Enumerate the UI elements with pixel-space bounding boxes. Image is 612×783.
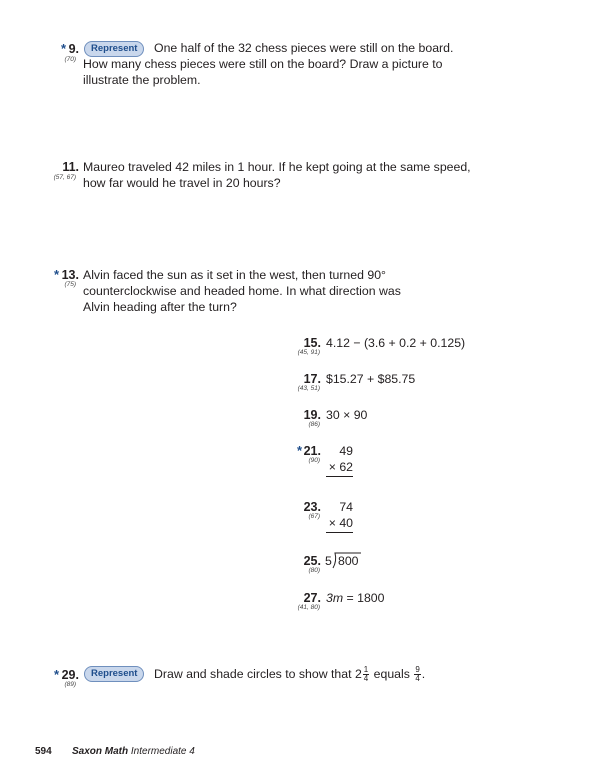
fraction-denominator: 4	[363, 674, 369, 684]
answer-line	[326, 532, 353, 533]
fraction-numerator: 1	[363, 665, 369, 675]
problem-text-line: Alvin heading after the turn?	[83, 300, 237, 314]
multiplicand: 74	[339, 500, 353, 514]
equation	[326, 590, 384, 606]
lesson-reference: (80)	[308, 567, 320, 574]
lesson-reference: (43, 51)	[297, 385, 320, 392]
problem-text-line: Alvin faced the sun as it set in the west, then turned 90°	[83, 268, 386, 282]
text-segment: .	[421, 667, 426, 681]
problem-number: 19.	[303, 408, 321, 422]
star-marker: *	[61, 41, 67, 56]
fraction-denominator: 4	[415, 674, 420, 684]
lesson-reference: (89)	[64, 681, 76, 688]
mixed-number-fraction	[363, 666, 369, 683]
problem-text-line: Maureo traveled 42 miles in 1 hour. If he kept going at the same speed,	[83, 160, 471, 174]
problem-text-line: counterclockwise and headed home. In what direction was	[83, 284, 401, 298]
problem-number: 9.	[68, 42, 79, 56]
text-segment: equals	[370, 667, 414, 681]
lesson-reference: (70)	[64, 56, 76, 63]
problem-number: 23.	[303, 500, 321, 514]
expression: 4.12 − (3.6 + 0.2 + 0.125)	[326, 336, 466, 350]
problem-text-line: illustrate the problem.	[83, 73, 201, 87]
multiplicand: 49	[339, 444, 353, 458]
multiplier: × 62	[328, 460, 353, 474]
star-marker: *	[54, 667, 60, 682]
dividend: 800	[338, 554, 359, 568]
lesson-reference: (41, 80)	[297, 604, 320, 611]
page-number: 594	[35, 746, 52, 757]
problem-text-line	[154, 666, 425, 683]
multiplier: × 40	[328, 516, 353, 530]
lesson-reference: (86)	[308, 421, 320, 428]
equation-rest: = 1800	[343, 591, 385, 605]
represent-badge: Represent	[84, 41, 144, 57]
problem-number: 11.	[62, 160, 79, 174]
represent-badge: Represent	[84, 666, 144, 682]
problem-number: 21.	[303, 444, 321, 458]
lesson-reference: (45, 91)	[297, 349, 320, 356]
lesson-reference: (57, 67)	[53, 174, 76, 181]
problem-number: 29.	[61, 668, 79, 682]
expression: $15.27 + $85.75	[326, 372, 416, 386]
book-title-level: Intermediate 4	[128, 746, 195, 757]
expression: 30 × 90	[326, 408, 368, 422]
problem-number: 17.	[303, 372, 321, 386]
problem-number: 25.	[303, 554, 321, 568]
problem-text-line: how far would he travel in 20 hours?	[83, 176, 281, 190]
lesson-reference: (67)	[308, 513, 320, 520]
problem-number: 15.	[303, 336, 321, 350]
problem-text-line: How many chess pieces were still on the board? Draw a picture to	[83, 57, 443, 71]
star-marker: *	[297, 443, 303, 458]
divisor: 5	[325, 554, 332, 568]
answer-line	[326, 476, 353, 477]
improper-fraction	[414, 666, 420, 683]
text-segment: Draw and shade circles to show that 2	[154, 667, 362, 681]
problem-text-line: One half of the 32 chess pieces were still on the board.	[154, 41, 454, 55]
problem-number: 13.	[61, 268, 79, 282]
book-title	[72, 746, 195, 757]
book-title-series: Saxon Math	[72, 746, 129, 757]
lesson-reference: (90)	[308, 457, 320, 464]
star-marker: *	[54, 267, 60, 282]
equation-term: 3m	[326, 591, 344, 605]
problem-number: 27.	[303, 591, 321, 605]
fraction-numerator: 9	[415, 665, 420, 675]
lesson-reference: (75)	[64, 281, 76, 288]
